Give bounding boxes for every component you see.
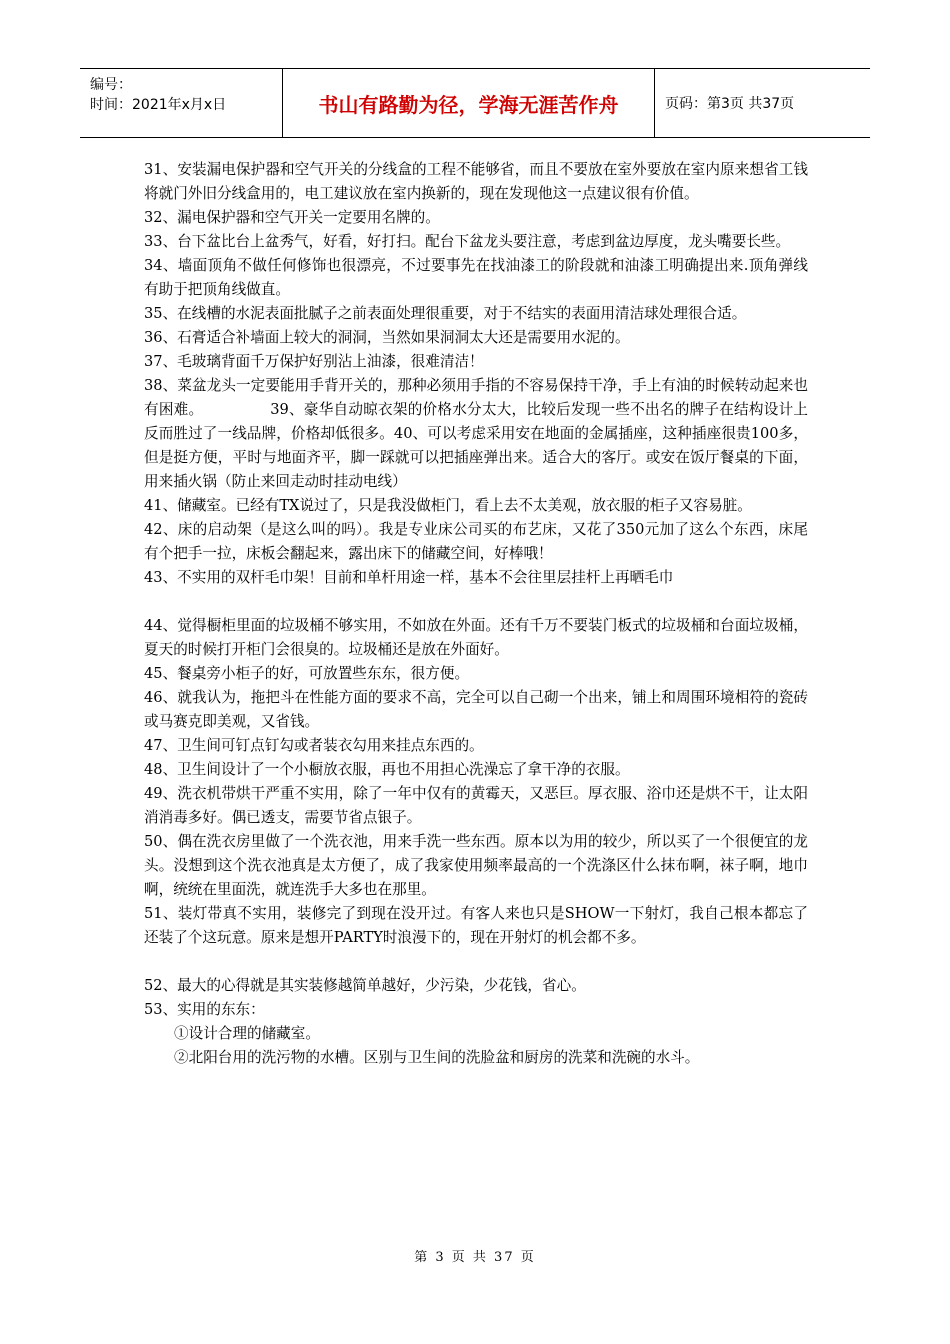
paragraph-52: 52、最大的心得就是其实装修越简单越好，少污染，少花钱，省心。 — [144, 977, 586, 994]
paragraph-53: 53、实用的东东： — [144, 1001, 265, 1018]
paragraph-38-40: 38、菜盆龙头一定要能用手背开关的，那种必须用手指的不容易保持干净，手上有油的时候转动起来也有困难。 39、豪华自动晾衣架的价格水分太大，比较后发现一些不出名的牌子在结构设计上反而胜过了一线品牌，价格却低很多。40、可以考虑采用安在地面的金属插座，这种插座很贵100多，但是挺方便，平时与地面齐平，脚一踩就可以把插座弹出来。适合大的客厅。或安在饭厅餐桌的下面，用来插火锅（防止来回走动时挂动电线） — [144, 377, 808, 490]
paragraph-31: 31、安装漏电保护器和空气开关的分线盒的工程不能够省，而且不要放在室外要放在室内原来想省工钱将就门外旧分线盒用的，电工建议放在室内换新的，现在发现他这一点建议很有价值。 — [144, 161, 808, 202]
paragraph-51: 51、装灯带真不实用，装修完了到现在没开过。有客人来也只是SHOW一下射灯，我自己根本都忘了还装了个这玩意。原来是想开PARTY时浪漫下的，现在开射灯的机会都不多。 — [144, 905, 808, 946]
list-item: ①设计合理的储藏室。 — [174, 1025, 320, 1042]
paragraph-34: 34、墙面顶角不做任何修饰也很漂亮，不过要事先在找油漆工的阶段就和油漆工明确提出来.顶角弹线有助于把顶角线做直。 — [144, 257, 808, 298]
paragraph-48: 48、卫生间设计了一个小橱放衣服，再也不用担心洗澡忘了拿干净的衣服。 — [144, 761, 630, 778]
paragraph-42: 42、床的启动架（是这么叫的吗）。我是专业床公司买的布艺床，又花了350元加了这么个东西，床尾有个把手一拉，床板会翻起来，露出床下的储藏空间，好棒哦！ — [144, 521, 808, 562]
paragraph-33: 33、台下盆比台上盆秀气，好看，好打扫。配台下盆龙头要注意，考虑到盆边厚度，龙头嘴要长些。 — [144, 233, 791, 250]
header-meta — [80, 69, 283, 137]
paragraph-47: 47、卫生间可钉点钉勾或者装衣勾用来挂点东西的。 — [144, 737, 484, 754]
blank-line — [144, 590, 808, 614]
document-time-label: 时间：2021年x月x日 — [90, 97, 227, 113]
paragraph-49: 49、洗衣机带烘干严重不实用，除了一年中仅有的黄霉天，又恶巨。厚衣服、浴巾还是烘不干，让太阳消消毒多好。偶已透支，需要节省点银子。 — [144, 785, 808, 826]
paragraph-37: 37、毛玻璃背面千万保护好别沾上油漆，很难清洁！ — [144, 353, 484, 370]
paragraph-45: 45、餐桌旁小柜子的好，可放置些东东，很方便。 — [144, 665, 470, 682]
paragraph-32: 32、漏电保护器和空气开关一定要用名牌的。 — [144, 209, 440, 226]
header-page-label: 页码：第3页 共37页 — [665, 96, 795, 112]
paragraph-43: 43、不实用的双杆毛巾架！目前和单杆用途一样，基本不会往里层挂杆上再晒毛巾 — [144, 569, 674, 586]
paragraph-36: 36、石膏适合补墙面上较大的洞洞，当然如果洞洞太大还是需要用水泥的。 — [144, 329, 630, 346]
header-motto: 书山有路勤为径，学海无涯苦作舟 — [283, 69, 655, 137]
document-number-label: 编号： — [90, 77, 132, 93]
paragraph-44: 44、觉得橱柜里面的垃圾桶不够实用，不如放在外面。还有千万不要装门板式的垃圾桶和台面垃圾桶，夏天的时候打开柜门会很臭的。垃圾桶还是放在外面好。 — [144, 617, 808, 658]
paragraph-50: 50、偶在洗衣房里做了一个洗衣池，用来手洗一些东西。原本以为用的较少，所以买了一个很便宜的龙头。没想到这个洗衣池真是太方便了，成了我家使用频率最高的一个洗涤区什么抹布啊，袜子啊，地巾啊，统统在里面洗，就连洗手大多也在那里。 — [144, 833, 808, 898]
document-header — [80, 68, 870, 138]
paragraph-46: 46、就我认为，拖把斗在性能方面的要求不高，完全可以自己砌一个出来，铺上和周围环境相符的瓷砖或马赛克即美观，又省钱。 — [144, 689, 808, 730]
paragraph-41: 41、储藏室。已经有TX说过了，只是我没做柜门，看上去不太美观，放衣服的柜子又容易脏。 — [144, 497, 752, 514]
list-item: ②北阳台用的洗污物的水槽。区别与卫生间的洗脸盆和厨房的洗菜和洗碗的水斗。 — [174, 1049, 700, 1066]
paragraph-35: 35、在线槽的水泥表面批腻子之前表面处理很重要，对于不结实的表面用清洁球处理很合适。 — [144, 305, 747, 322]
document-body — [144, 158, 808, 1070]
page-footer: 第 3 页 共 37 页 — [414, 1250, 536, 1265]
blank-line — [144, 950, 808, 974]
